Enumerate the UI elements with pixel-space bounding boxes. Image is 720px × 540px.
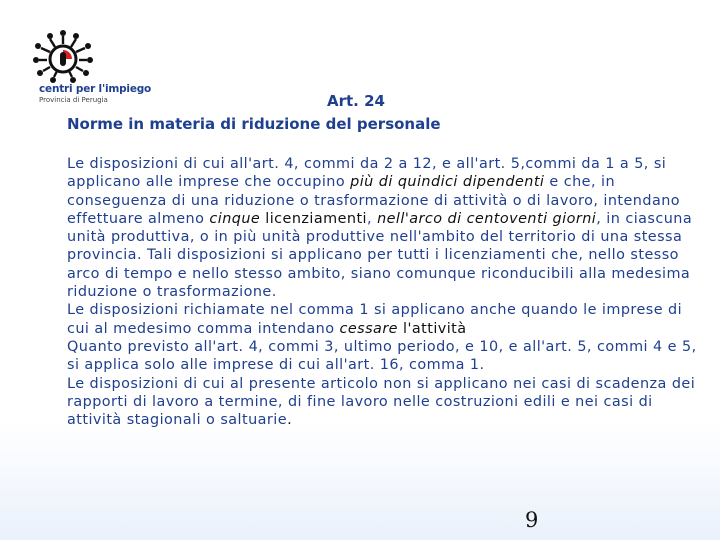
paragraph-2 — [67, 301, 702, 338]
paragraph-4 — [67, 375, 702, 430]
text-run: Le disposizioni richiamate nel comma 1 si applicano anche quando le imprese di cui al medesimo comma intendano — [67, 302, 683, 337]
text-run: , — [367, 210, 378, 227]
text-run: Le disposizioni di cui al presente articolo non si applicano nei casi di scadenza dei rapporti di lavoro a termine, di fine lavoro nelle costruzioni edili e nei casi di attività stagionali o saltuarie — [67, 375, 696, 429]
logo-mark-icon — [33, 30, 93, 86]
article-number: Art. 24 — [327, 92, 385, 110]
emphasis-text: cinque — [209, 210, 261, 227]
text-run: . — [287, 412, 293, 429]
article-body — [67, 155, 702, 429]
text-run: Le disposizioni di cui all'art. 4, commi da 2 a 12, e all'art. 5,commi da 1 a 5, si applicano alle imprese che occupino — [67, 156, 667, 191]
paragraph-3: Quanto previsto all'art. 4, commi 3, ultimo periodo, e 10, e all'art. 5, commi 4 e 5, si applica solo alle imprese di cui all'art. 16, comma 1. — [67, 338, 697, 374]
logo-name: centri per l'impiego — [39, 83, 152, 95]
text-run: e che, in conseguenza di una riduzione o trasformazione di attività o di lavoro, intendano effettuare almeno — [67, 174, 681, 227]
logo-subtitle: Provincia di Perugia — [39, 96, 108, 104]
page-number: 9 — [525, 508, 539, 532]
text-run: licenziamenti — [260, 210, 367, 227]
logo — [33, 30, 152, 106]
article-title: Norme in materia di riduzione del personale — [67, 115, 441, 133]
text-run: l'attività — [397, 320, 467, 337]
paragraph-1 — [67, 155, 702, 301]
emphasis-text: cessare — [339, 320, 398, 337]
emphasis-text: nell'arco di centoventi giorni — [377, 210, 597, 227]
text-run: , in ciascuna unità produttiva, o in più unità produttive nell'ambito del territorio di una stessa provincia. Tali disposizioni si applicano per tutti i licenziamenti che, nello stesso arco di tempo e nello stesso ambito, siano comunque riconducibili alla medesima riduzione o trasformazione. — [67, 210, 693, 301]
emphasis-text: più di quindici dipendenti — [350, 174, 545, 191]
